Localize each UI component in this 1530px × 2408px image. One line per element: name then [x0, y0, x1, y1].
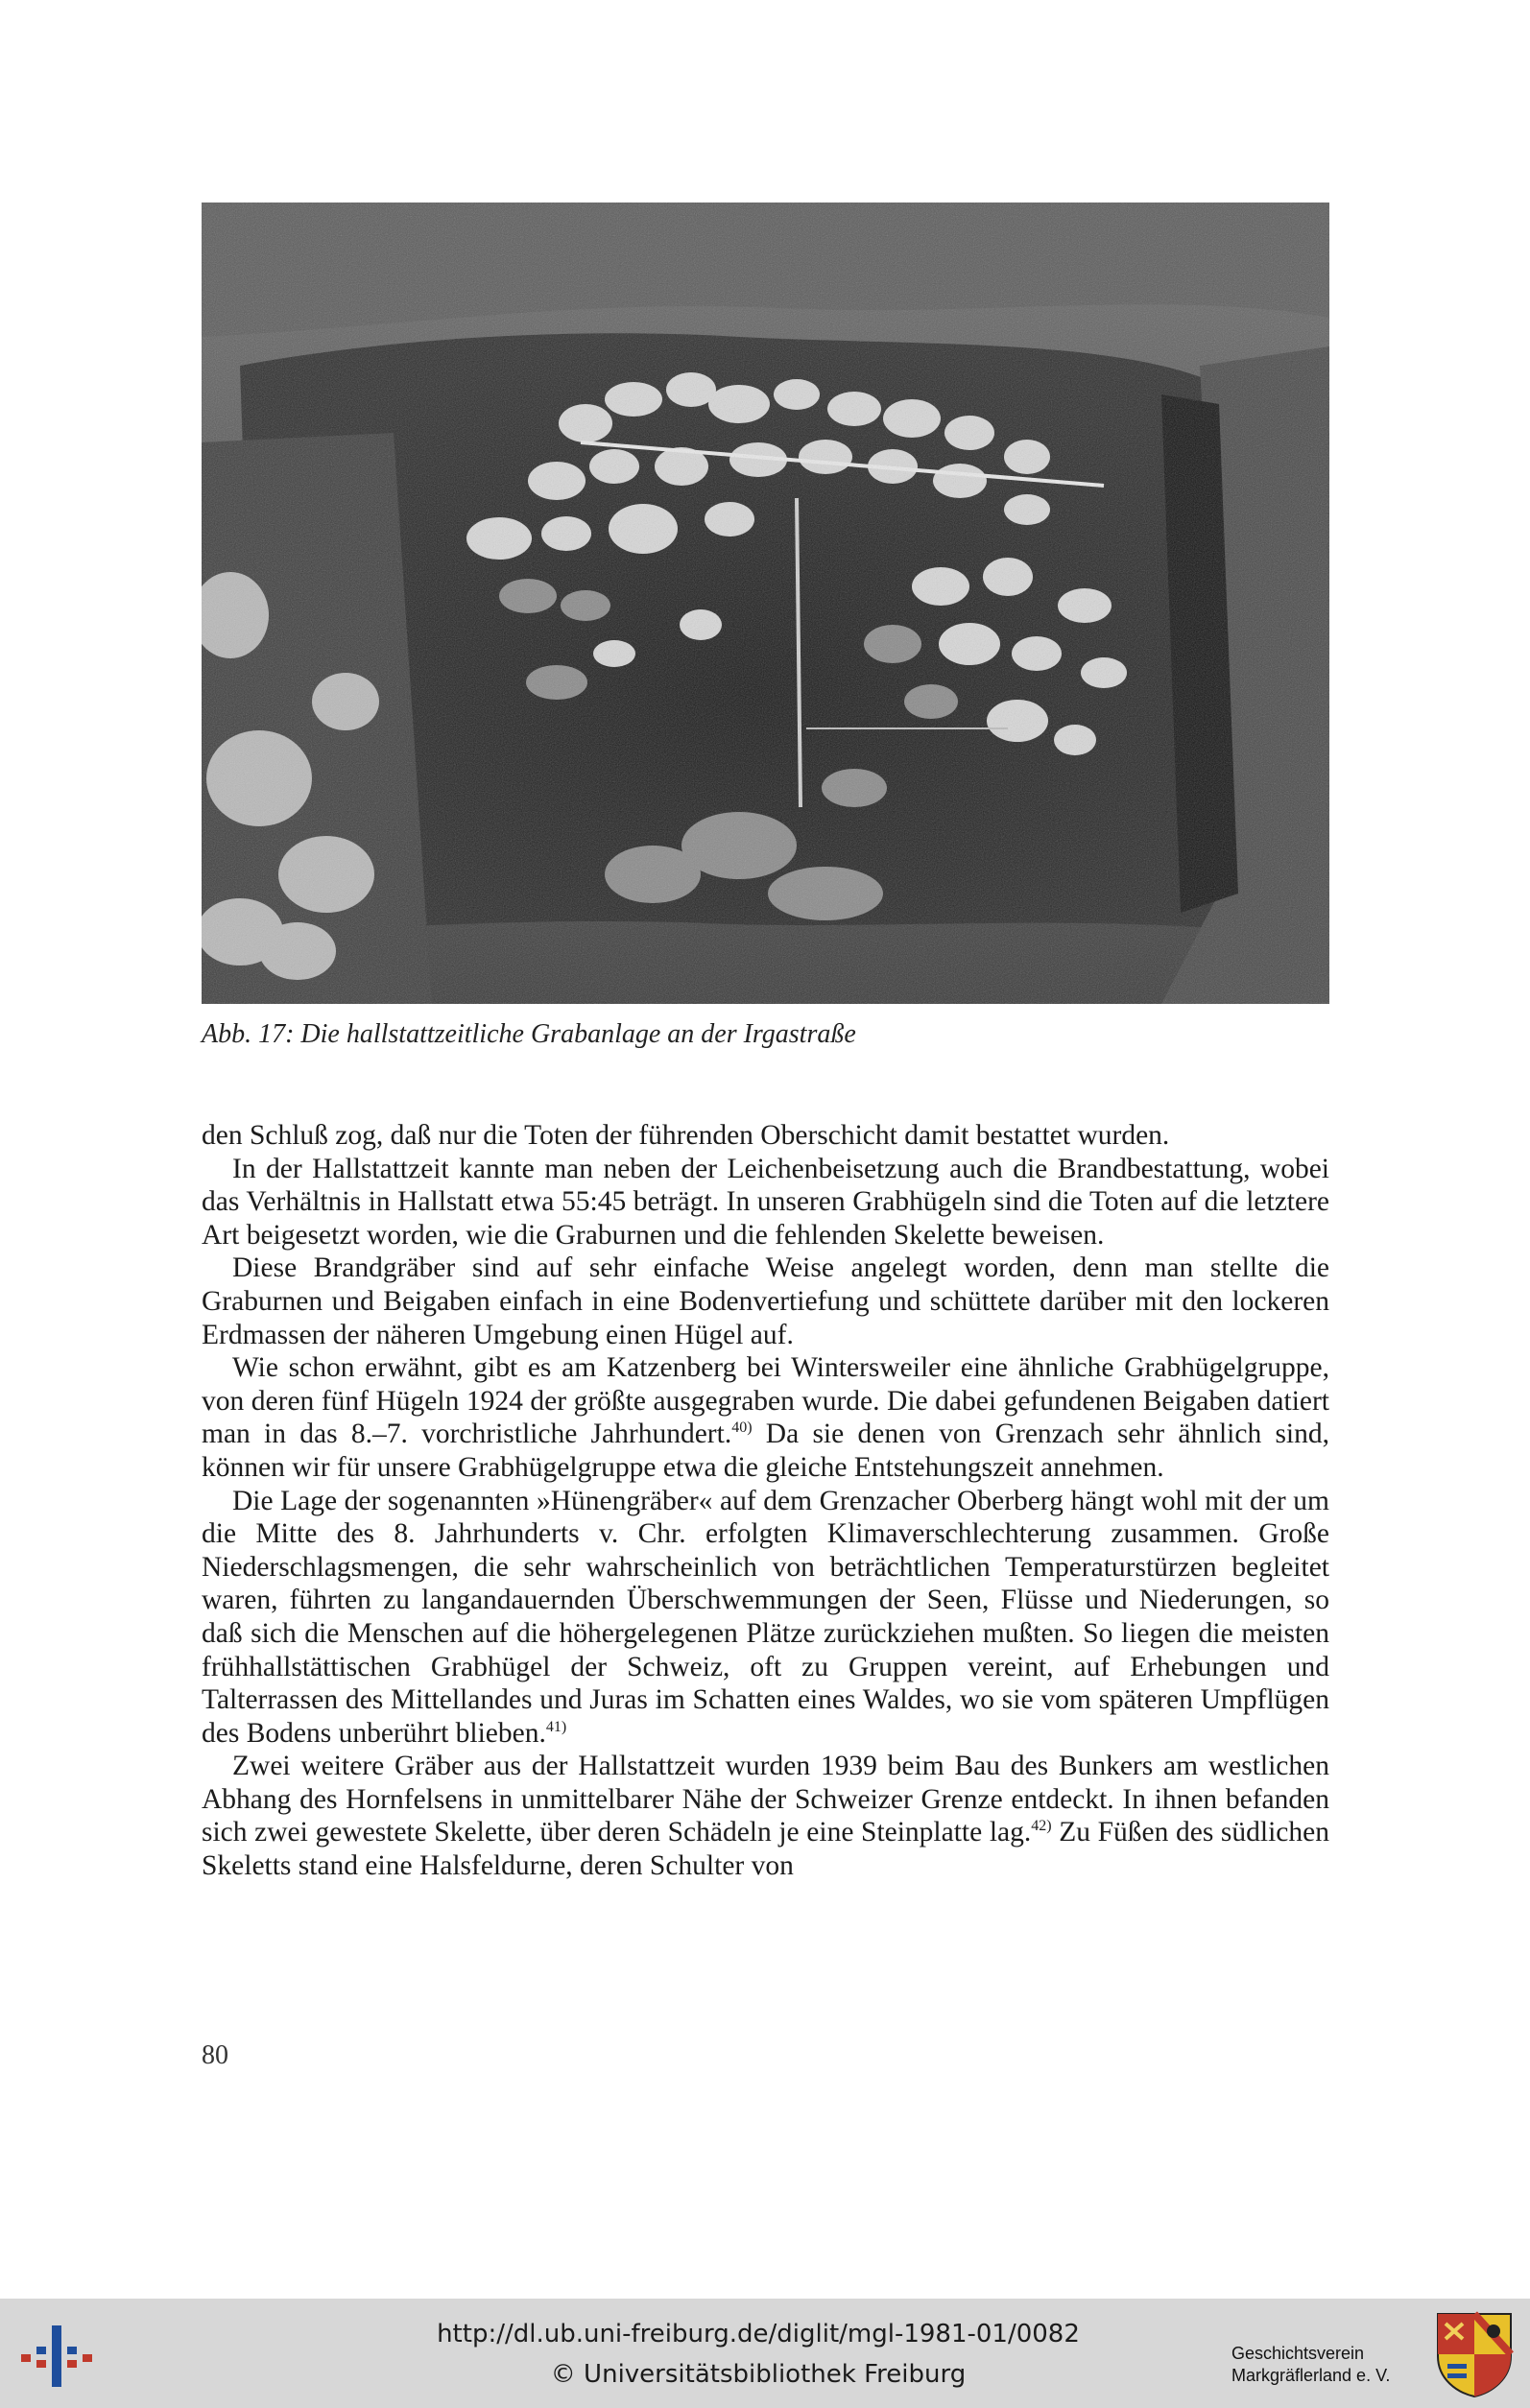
footnote-ref: 40) [731, 1419, 753, 1437]
society-name [1231, 2343, 1423, 2387]
body-text [202, 1119, 1329, 1883]
ub-freiburg-logo-icon[interactable] [19, 2318, 96, 2395]
copyright-text: © Universitätsbibliothek Freiburg [550, 2360, 967, 2389]
excavation-photo [202, 203, 1329, 1004]
paragraph: Diese Brandgräber sind auf sehr einfache Weise angelegt worden, denn man stellte die Graburnen und Beigaben einfach in eine Bodenvertiefung und schüttete darüber mit den lockeren Erdmassen der näheren Umgebung einen Hügel auf. [202, 1252, 1329, 1350]
paragraph-text: Zu Füßen des südlichen Skeletts stand eine Halsfeldurne, deren Schulter von [202, 1817, 1329, 1882]
paragraph [202, 1351, 1329, 1484]
footnote-ref: 41) [545, 1718, 567, 1735]
paragraph-text: Zwei weitere Gräber aus der Hallstattzeit wurden 1939 beim Bau des Bunkers am westlichen Abhang des Hornfelsens in unmittelbarer Nähe der Schweizer Grenze entdeckt. In ihnen befanden sich zwei gewestete Skelette, über deren Schädeln je eine Steinplatte lag. [202, 1751, 1329, 1848]
footnote-ref: 42) [1031, 1818, 1052, 1835]
paragraph-text: Die Lage der sogenannten »Hünengräber« auf dem Grenzacher Oberberg hängt wohl mit der um die Mitte des 8. Jahrhunderts v. Chr. erfolgten Klimaverschlechterung zusammen. Große Niederschlagsmengen, die sehr wahrscheinlich von beträchtlichen Temperaturstürzen begleitet waren, führten zu langandauernden Überschwemmungen der Seen, Flüsse und Niederungen, so daß sich die Menschen auf die höhergelegenen Plätze zurückziehen mußten. So liegen die meisten frühhallstättischen Grabhügel der Schweiz, oft zu Gruppen vereint, auf Erhebungen und Talterrassen des Mittellandes und Juras im Schatten eines Waldes, wo sie vom späteren Umpflügen des Bodens unberührt blieben. [202, 1485, 1329, 1749]
paragraph [202, 1485, 1329, 1751]
paragraph: den Schluß zog, daß nur die Toten der führenden Oberschicht damit bestattet wurden. [202, 1120, 1170, 1151]
paragraph-text: Da sie denen von Grenzach sehr ähnlich sind, können wir für unsere Grabhügelgruppe etwa die gleiche Entstehungszeit annehmen. [202, 1419, 1330, 1483]
figure-caption: Abb. 17: Die hallstattzeitliche Grabanlage an der Irgastraße [202, 1019, 856, 1049]
page-number: 80 [202, 2040, 228, 2070]
paragraph-text: Wie schon erwähnt, gibt es am Katzenberg bei Wintersweiler eine ähnliche Grabhügelgruppe, von deren fünf Hügeln 1924 der größte ausgegraben wurde. Die dabei gefundenen Beigaben datiert man in das 8.–7. vorchristliche Jahrhundert. [202, 1352, 1329, 1450]
document-url-link[interactable]: http://dl.ub.uni-freiburg.de/diglit/mgl-1981-01/0082 [437, 2320, 1080, 2348]
paragraph [202, 1750, 1329, 1882]
society-line: Geschichtsverein [1231, 2344, 1365, 2363]
coat-of-arms-icon[interactable] [1434, 2310, 1515, 2398]
paragraph: In der Hallstattzeit kannte man neben der Leichenbeisetzung auch die Brandbestattung, wobei das Verhältnis in Hallstatt etwa 55:45 beträgt. In unseren Grabhügeln sind die Toten auf die letztere Art beigesetzt worden, wie die Graburnen und die fehlenden Skelette beweisen. [202, 1153, 1329, 1251]
society-line: Markgräflerland e. V. [1231, 2366, 1391, 2385]
footer-bar [0, 2299, 1530, 2408]
